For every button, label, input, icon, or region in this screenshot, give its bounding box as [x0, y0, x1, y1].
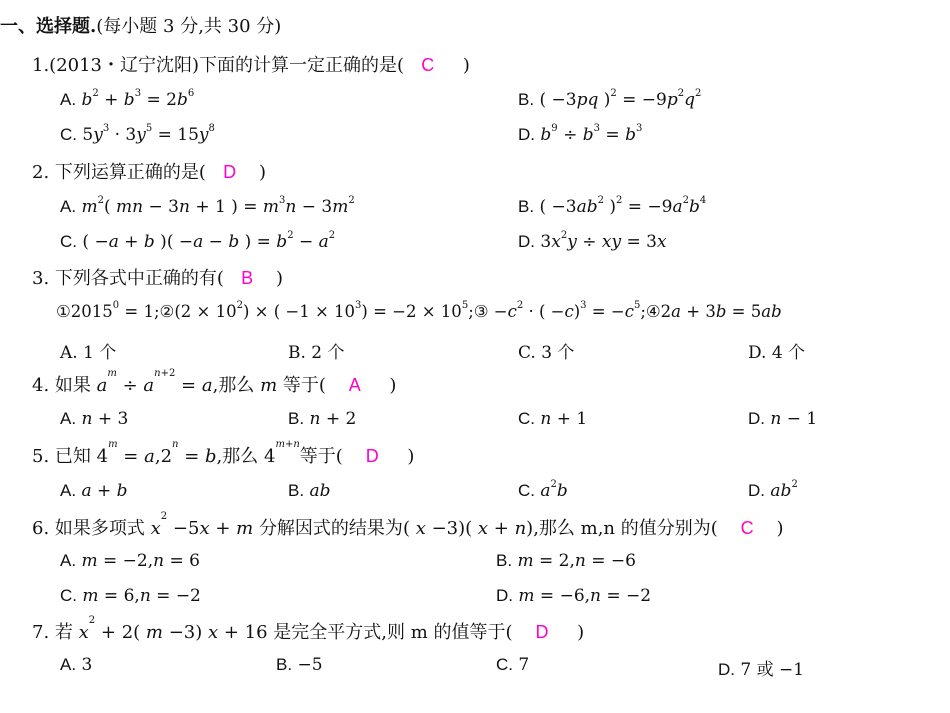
q4-answer: A [348, 375, 361, 395]
q2-option-d: D. $3x^2y$ ÷ xy = 3x [518, 230, 667, 252]
q6-option-b: B. m = 2,n = −6 [496, 551, 636, 571]
q3-option-b: B. 2 个 [288, 343, 345, 363]
question-1: 1.(2013・辽宁沈阳)下面的计算一定正确的是( C ) [32, 55, 470, 76]
question-3: 3. 下列各式中正确的有( B ) [32, 268, 284, 289]
q5-option-d: D. $ab^2$ [748, 479, 798, 501]
q4-option-a: A. n + 3 [60, 409, 129, 429]
question-6: 6. 如果多项式 $x^2 -5x + m$ 分解因式的结果为( x −3)( x + n),那么 m,n 的值分别为( C ) [32, 511, 784, 539]
q5-option-c: C. $a^2b$ [518, 479, 568, 501]
q3-option-c: C. 3 个 [518, 343, 575, 363]
q1-option-d: D. $b^9 \div b^3 = b^3$ [518, 123, 643, 145]
q1-stem: 1.(2013・辽宁沈阳)下面的计算一定正确的是( [32, 55, 405, 76]
q7-option-d: D. 7 或 −1 [718, 660, 805, 680]
q5-option-a: A. a + b [60, 481, 128, 501]
q2-option-c: C. ( −a + b )( −a − b ) = $b^2 - a^2$ [60, 230, 336, 252]
q5-option-b: B. ab [288, 481, 331, 501]
section-header [0, 12, 950, 42]
q1-option-b: B. ( −3pq )$^2 = -9p^2q^2$ [518, 88, 702, 110]
q7-option-c: C. 7 [496, 655, 530, 675]
q3-option-d: D. 4 个 [748, 343, 806, 363]
q4-option-b: B. n + 2 [288, 409, 357, 429]
q6-option-a: A. m = −2,n = 6 [60, 551, 200, 571]
question-2: 2. 下列运算正确的是( D ) [32, 162, 267, 183]
q7-option-a: A. 3 [60, 655, 93, 675]
section-note: (每小题 3 分,共 30 分) [96, 16, 282, 37]
q4-option-c: C. n + 1 [518, 409, 588, 429]
q7-option-b: B. −5 [276, 655, 323, 675]
q1-option-a: A. $b^2 + b^3 = 2b^6$ [60, 88, 195, 110]
q6-option-d: D. m = −6,n = −2 [496, 586, 652, 606]
q6-answer: C [740, 518, 754, 538]
q7-answer: D [535, 622, 549, 642]
q3-statements: $①2015^0$ = 1;②(2 × $10^2$) × ( $-1 \times 10^3) = -2$ × $10^5;③ -c^2$ · ( $-c)^3 = -c^5;④2a + 3b = 5ab$ [56, 300, 782, 321]
q2-option-b: B. ( $-3ab^2$ )$^2 = -9a^2b^4$ [518, 195, 707, 217]
question-5: 5. 已知 $4^m = a,2^n = b$,那么 $4^{m+n}$等于( D ) [32, 439, 415, 467]
q4-option-d: D. n − 1 [748, 409, 818, 429]
q5-answer: D [365, 446, 379, 466]
section-title: 一、选择题. [0, 16, 97, 37]
q2-option-a: A. $m^2$( mn − 3n + 1 ) = $m^3n - 3m^2$ [60, 195, 355, 217]
q3-answer: B [241, 268, 254, 288]
q6-option-c: C. m = 6,n = −2 [60, 586, 201, 606]
q1-option-c: C. $5y^3 \cdot 3y^5 = 15y^8$ [60, 123, 215, 145]
q3-stem: 3. 下列各式中正确的有( [32, 268, 224, 289]
question-7: 7. 若 $x^2 + 2$( m −3) x + 16 是完全平方式,则 m 的值等于( D ) [32, 615, 585, 643]
q2-answer: D [223, 162, 237, 182]
q2-stem: 2. 下列运算正确的是( [32, 162, 206, 183]
question-4: 4. 如果 $a^m \div a^{n+2} = a$,那么 m 等于( A ) [32, 368, 397, 396]
q1-answer: C [421, 55, 435, 75]
q3-option-a: A. 1 个 [60, 343, 117, 363]
